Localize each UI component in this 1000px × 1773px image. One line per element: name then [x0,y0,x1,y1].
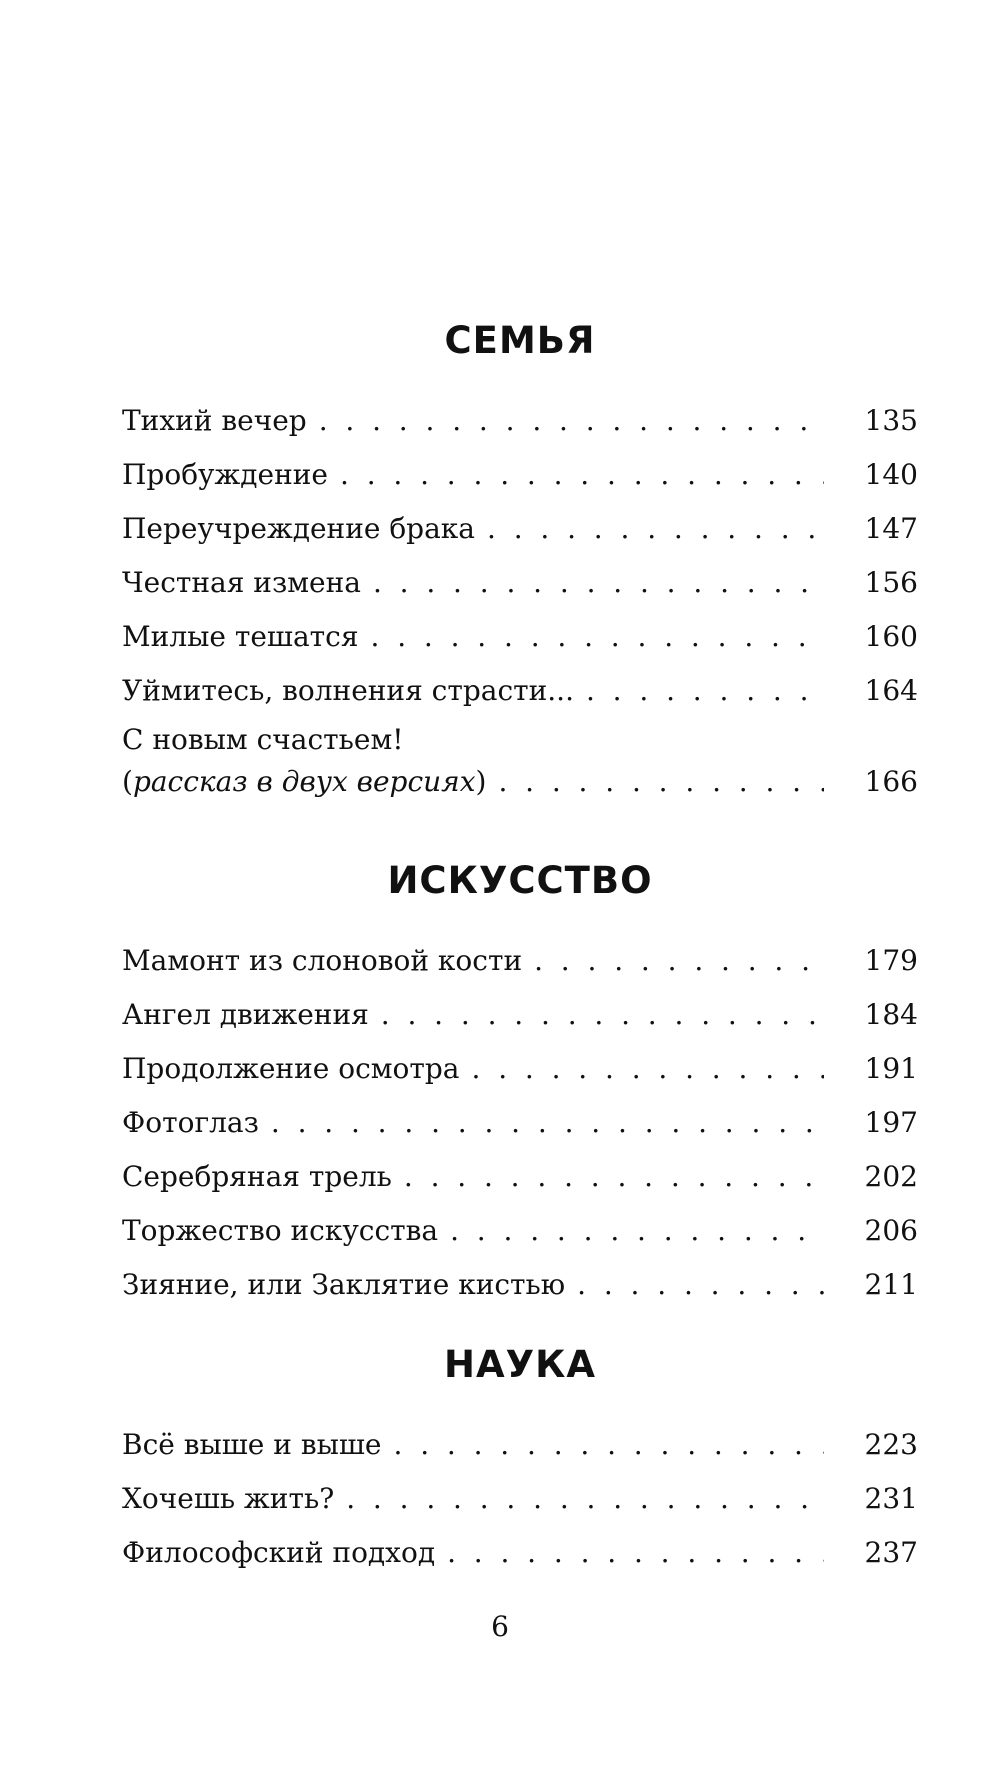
entry-page-number: 160 [864,620,918,653]
entry-page-number: 231 [864,1482,918,1515]
toc-entry [122,1472,918,1526]
dot-leader [319,401,824,441]
toc-entry [122,664,918,718]
entry-page-number: 135 [864,404,918,437]
entry-page-number: 184 [864,998,918,1031]
entry-title: Хочешь жить? [122,1482,335,1515]
entry-page-number: 223 [864,1428,918,1461]
entry-title: Переучреждение брака [122,512,475,545]
dot-leader [534,941,824,981]
entry-title: Зияние, или Заклятие кистью [122,1268,566,1301]
section-heading: ИСКУССТВО [387,859,653,902]
toc-entry [122,556,918,610]
dot-leader [271,1103,824,1143]
toc-entry [122,1258,918,1312]
dot-leader [340,455,824,495]
entry-title-line1: С новым счастьем! [122,723,404,756]
toc-entry [122,394,918,448]
entry-title: Ангел движения [122,998,369,1031]
entry-page-number: 191 [864,1052,918,1085]
toc-entry [122,610,918,664]
toc-entry [122,934,918,988]
entry-title: Фотоглаз [122,1106,259,1139]
dot-leader [394,1425,825,1465]
entry-page-number: 237 [864,1536,918,1569]
toc-entry [122,1150,918,1204]
entry-title: Серебряная трель [122,1160,392,1193]
section-heading: НАУКА [443,1343,596,1386]
entry-title: Милые тешатся [122,620,359,653]
entry-title-line2 [122,762,486,802]
entry-page-number: 147 [864,512,918,545]
entry-title: Пробуждение [122,458,328,491]
entry-page-number: 211 [864,1268,918,1301]
dot-leader [381,995,824,1035]
toc-entry [122,1096,918,1150]
dot-leader [447,1533,824,1573]
dot-leader [404,1157,824,1197]
entry-page-number: 197 [864,1106,918,1139]
toc-entry [122,718,918,814]
toc-entry [122,988,918,1042]
toc-section-science [122,1342,918,1580]
entry-title: Философский подход [122,1536,436,1569]
page-number-footer: 6 [491,1610,509,1643]
entry-title: Уймитесь, волнения страсти... [122,674,574,707]
toc-entry [122,502,918,556]
toc-entry [122,448,918,502]
toc-entry [122,1526,918,1580]
dot-leader [586,671,824,711]
dot-leader [487,509,824,549]
toc-section-art [122,858,918,1312]
toc-entry [122,1042,918,1096]
toc-entry [122,1418,918,1472]
entry-title: Продолжение осмотра [122,1052,460,1085]
entry-page-number: 164 [864,674,918,707]
toc-section-family [122,318,918,814]
dot-leader [498,762,824,802]
close-paren: ) [475,765,487,798]
dot-leader [472,1049,825,1089]
entry-page-number: 166 [864,765,918,798]
section-heading: СЕМЬЯ [444,319,596,362]
toc-entry [122,1204,918,1258]
entry-title: Честная измена [122,566,361,599]
entry-page-number: 206 [864,1214,918,1247]
entry-page-number: 156 [864,566,918,599]
open-paren: ( [122,765,133,798]
dot-leader [577,1265,824,1305]
entry-page-number: 140 [864,458,918,491]
entry-page-number: 202 [864,1160,918,1193]
entry-subtitle: рассказ в двух версиях [132,765,476,798]
dot-leader [346,1479,824,1519]
entry-page-number: 179 [864,944,918,977]
entry-title: Всё выше и выше [122,1428,382,1461]
entry-title: Торжество искусства [122,1214,439,1247]
dot-leader [373,563,824,603]
dot-leader [450,1211,824,1251]
entry-title: Тихий вечер [122,404,307,437]
dot-leader [371,617,825,657]
entry-title: Мамонт из слоновой кости [122,944,523,977]
